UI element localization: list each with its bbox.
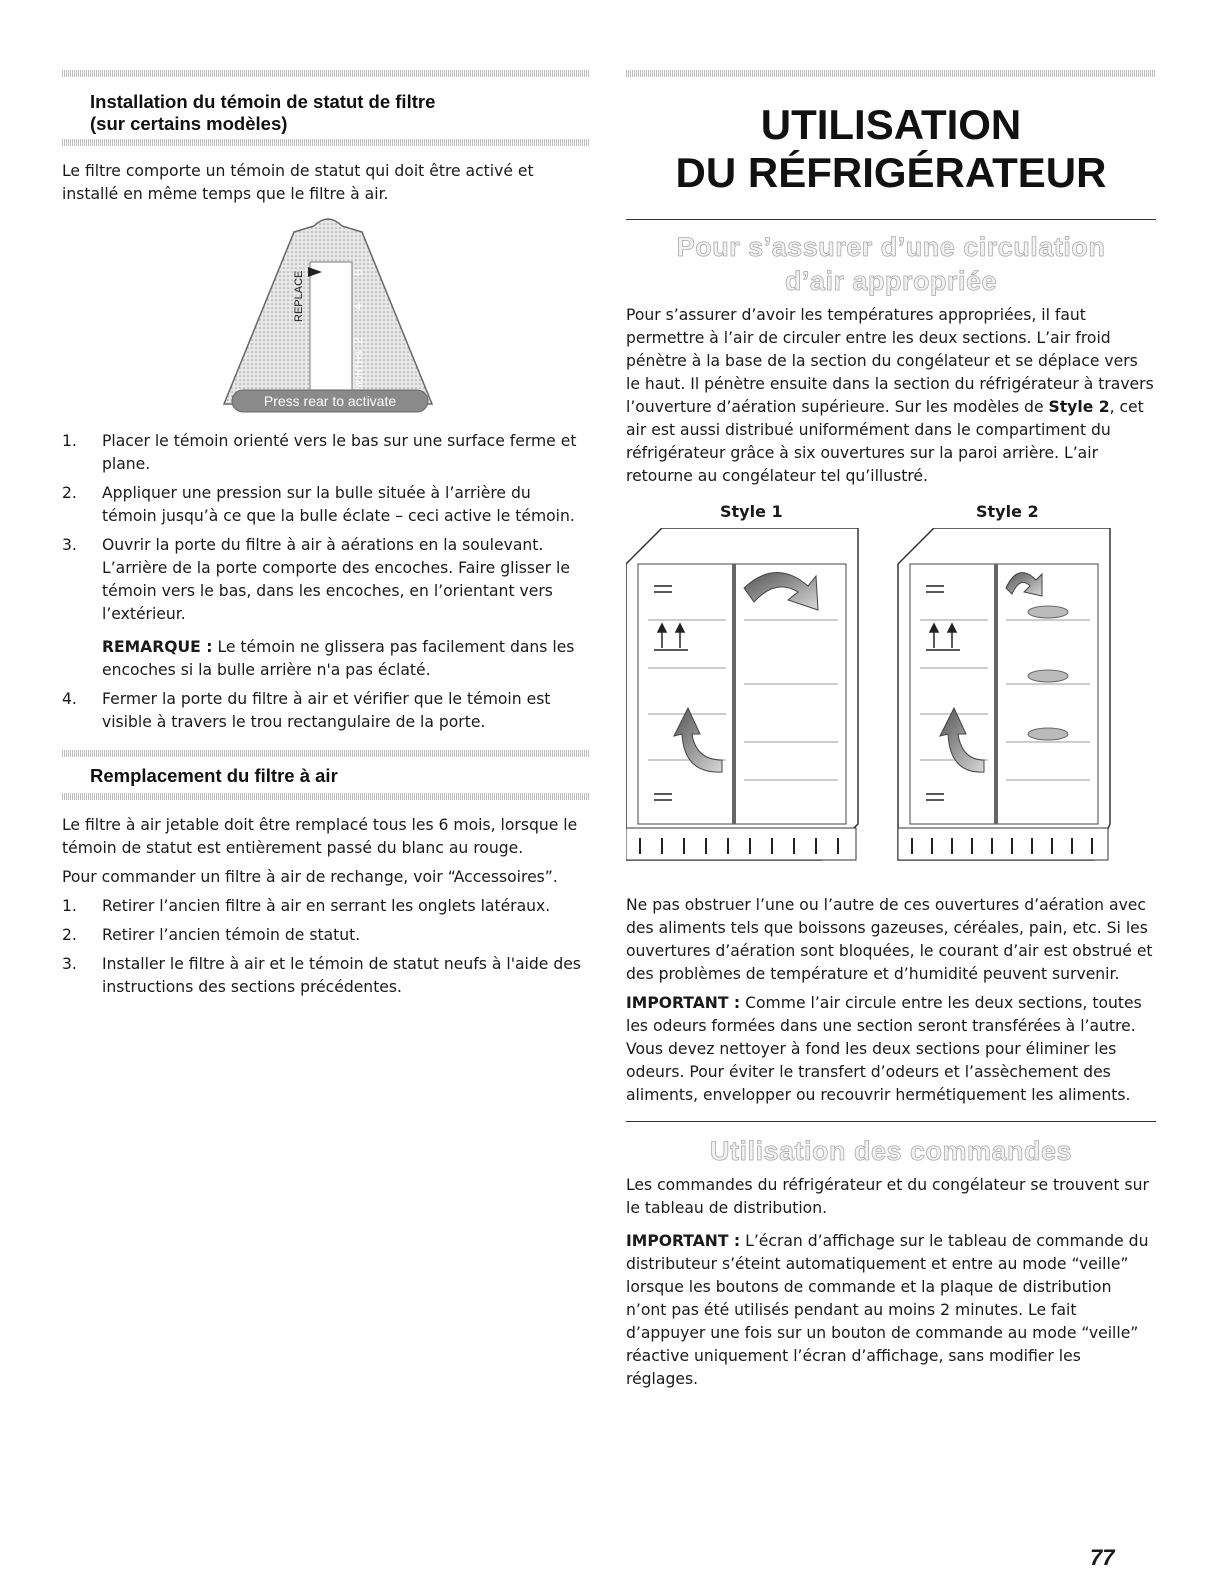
section-title-line: (sur certains modèles) <box>90 113 288 134</box>
page-title <box>626 101 1156 197</box>
scale-number: 4 <box>351 303 365 310</box>
step-text: Placer le témoin orienté vers le bas sur une surface ferme et plane. <box>102 432 577 473</box>
heading-line: Pour s’assurer d’une circulation <box>676 232 1106 262</box>
section-divider <box>62 793 590 800</box>
important-text: Comme l’air circule entre les deux sections, toutes les odeurs formées dans une section seront transférées à l’autre. Vous devez nettoyer à fond les deux sections pour éliminer les odeurs. Pour éviter le transfert d’odeurs et l’assèchement des aliments, envelopper ou recouvrir hermétiquement les aliments. <box>626 994 1142 1104</box>
section-heading-controls: Utilisation des commandes <box>709 1136 1073 1166</box>
list-item <box>62 924 590 947</box>
page-number: 77 <box>1090 1545 1115 1570</box>
section-divider <box>62 70 590 77</box>
activate-label: Press rear to activate <box>263 393 397 409</box>
order-paragraph: Pour commander un filtre à air de rechange, voir “Accessoires”. <box>62 868 558 886</box>
section-title-replacement: Remplacement du filtre à air <box>90 765 338 786</box>
important-text: L’écran d’affichage sur le tableau de commande du distributeur s’éteint automatiquement et entre au mode “veille” lorsque les boutons de commande et la plaque de distribution n’ont pas été utilisés pendant au moins 2 minutes. Le fait d’appuyer une fois sur un bouton de commande au mode “veille” réactive uniquement l’écran d’affichage, sans modifier les réglages. <box>626 1232 1149 1388</box>
section-rule <box>626 1121 1156 1122</box>
list-item <box>62 482 590 528</box>
months-label: MONTHS <box>354 351 364 390</box>
important-label: IMPORTANT : <box>626 994 741 1012</box>
section-divider <box>62 139 590 146</box>
step-text: Fermer la porte du filtre à air et vérifier que le témoin est visible à travers le trou rectangulaire de la porte. <box>102 690 551 731</box>
step-text: Installer le filtre à air et le témoin de statut neufs à l'aide des instructions des sections précédentes. <box>102 955 581 996</box>
page-title-line: UTILISATION <box>760 101 1022 148</box>
list-item <box>62 534 590 626</box>
install-steps-list <box>62 430 590 626</box>
note-text: Le témoin ne glissera pas facilement dans les encoches si la bulle arrière n'a pas éclaté. <box>102 638 575 679</box>
replacement-steps-list <box>62 895 590 999</box>
step-text: Appliquer une pression sur la bulle située à l’arrière du témoin jusqu’à ce que la bulle éclate – ceci active le témoin. <box>102 484 575 525</box>
section-title-indicator <box>62 77 590 139</box>
step-number: 3. <box>62 536 77 554</box>
indicator-window <box>310 262 352 402</box>
filter-status-indicator-illustration <box>62 214 590 424</box>
section-divider <box>626 70 1156 77</box>
list-item <box>62 953 590 999</box>
step-text: Ouvrir la porte du filtre à air à aérations en la soulevant. L’arrière de la porte comporte des encoches. Faire glisser le témoin vers le bas, dans les encoches, en l’orientant vers l’extérieur. <box>102 536 570 623</box>
left-column <box>62 70 590 999</box>
style-labels <box>626 502 1156 526</box>
step-number: 1. <box>62 897 77 915</box>
refrigerator-airflow-diagrams <box>626 528 1156 880</box>
page-title-line: DU RÉFRIGÉRATEUR <box>675 149 1107 196</box>
step-number: 2. <box>62 484 77 502</box>
paragraph-text: , cet air est aussi distribué uniformément dans le compartiment du réfrigérateur grâce à six ouvertures sur la paroi arrière. L’air retourne au congélateur tel qu’illustré. <box>626 398 1144 485</box>
step-text: Retirer l’ancien témoin de statut. <box>102 926 361 944</box>
step-number: 2. <box>62 926 77 944</box>
replace-label: REPLACE <box>293 270 305 322</box>
important-odors-paragraph <box>626 992 1156 1107</box>
important-label: IMPORTANT : <box>626 1232 741 1250</box>
scale-number: 2 <box>351 337 365 344</box>
remarque-note <box>62 636 590 682</box>
air-circulation-paragraph <box>626 304 1156 488</box>
section-divider <box>62 750 590 757</box>
step-number: 1. <box>62 432 77 450</box>
obstruction-paragraph: Ne pas obstruer l’une ou l’autre de ces ouvertures d’aération avec des aliments tels que boissons gazeuses, céréales, pain, etc. Si les ouvertures d’aération sont bloquées, le courant d’air est obstrué et des problèmes de température et d’humidité peuvent survenir. <box>626 896 1153 983</box>
intro-paragraph: Le filtre comporte un témoin de statut qui doit être activé et installé en même temps que le filtre à air. <box>62 162 534 203</box>
note-label: REMARQUE : <box>102 638 213 656</box>
section-heading-air-circulation <box>626 230 1156 298</box>
replacement-paragraph: Le filtre à air jetable doit être remplacé tous les 6 mois, lorsque le témoin de statut est entièrement passé du blanc au rouge. <box>62 816 578 857</box>
heading-line: d’air appropriée <box>784 266 998 296</box>
important-standby-paragraph <box>626 1230 1156 1391</box>
list-item <box>62 430 590 476</box>
style-2-emphasis: Style 2 <box>1048 398 1110 416</box>
style-2-fridge <box>898 528 1110 860</box>
section-title-line: Installation du témoin de statut de filtre <box>90 91 436 112</box>
section-rule <box>626 219 1156 220</box>
step-text: Retirer l’ancien filtre à air en serrant les onglets latéraux. <box>102 897 551 915</box>
step-number: 3. <box>62 955 77 973</box>
style-1-label: Style 1 <box>720 502 783 521</box>
step-number: 4. <box>62 690 77 708</box>
paragraph-text: Pour s’assurer d’avoir les températures appropriées, il faut permettre à l’air de circuler entre les deux sections. L’air froid pénètre à la base de la section du congélateur et se déplace vers le haut. Il pénètre ensuite dans la section du réfrigérateur à travers l’ouverture d’aération supérieure. Sur les modèles de <box>626 306 1154 416</box>
right-column <box>626 70 1156 1391</box>
style-1-fridge <box>626 528 858 860</box>
style-2-label: Style 2 <box>976 502 1039 521</box>
controls-paragraph: Les commandes du réfrigérateur et du congélateur se trouvent sur le tableau de distribution. <box>626 1176 1149 1217</box>
list-item <box>62 688 590 734</box>
scale-number: 6 <box>351 269 365 276</box>
install-steps-list-continued <box>62 688 590 734</box>
list-item <box>62 895 590 918</box>
